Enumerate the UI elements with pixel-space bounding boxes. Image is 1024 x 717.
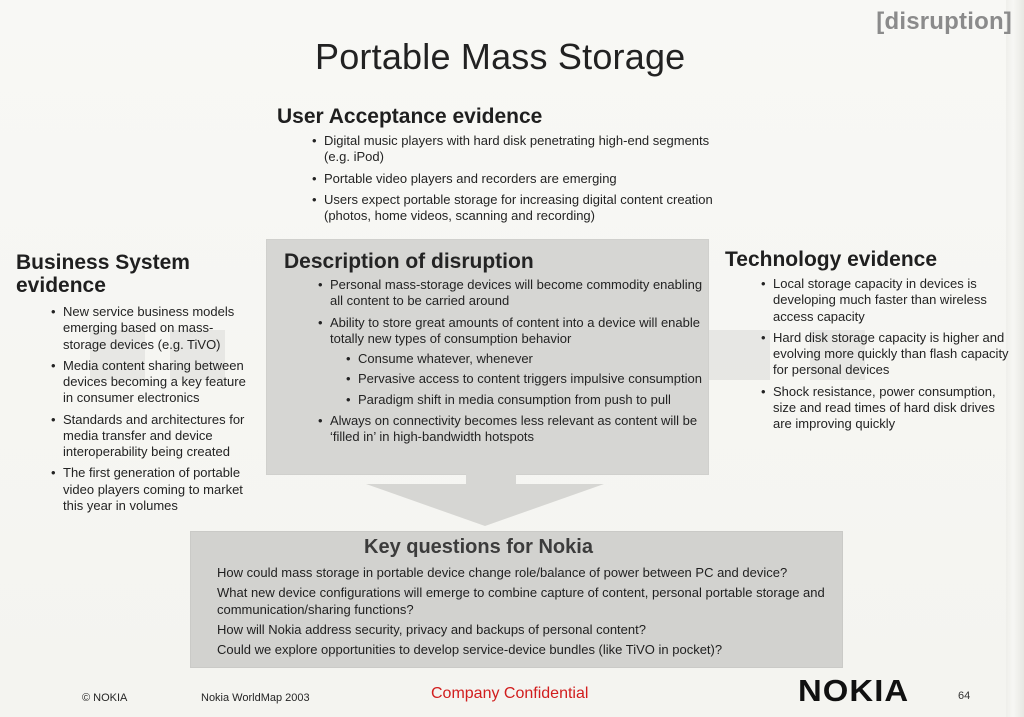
business-system-item: • New service business models emerging based on mass-storage devices (e.g. TiVO)	[63, 304, 255, 353]
description-sublist	[340, 351, 704, 408]
technology-list	[755, 276, 1010, 437]
user-acceptance-item: • Users expect portable storage for increasing digital content creation (photos, home videos, scanning and recording)	[324, 192, 726, 225]
business-system-title-line: evidence	[16, 274, 106, 298]
description-item-text: Ability to store great amounts of content into a device will enable totally new types of consumption behavior	[330, 314, 700, 346]
business-system-item: • Standards and architectures for media transfer and device interoperability being created	[63, 412, 255, 461]
technology-item: • Shock resistance, power consumption, size and read times of hard disk drives are improving quickly	[773, 384, 1010, 433]
key-question: What new device configurations will emerge to combine capture of content, personal portable storage and communication/sharing functions?	[217, 585, 825, 617]
technology-item: • Hard disk storage capacity is higher and evolving more quickly than flash capacity for personal devices	[773, 330, 1010, 379]
page-title: Portable Mass Storage	[315, 36, 686, 77]
user-acceptance-title: User Acceptance evidence	[277, 105, 543, 128]
key-question: Could we explore opportunities to develop service-device bundles (like TiVO in pocket)?	[217, 642, 723, 657]
key-question: How will Nokia address security, privacy and backups of personal content?	[217, 621, 646, 637]
technology-title: Technology evidence	[725, 248, 937, 271]
user-acceptance-item: • Digital music players with hard disk penetrating high-end segments (e.g. iPod)	[324, 133, 726, 166]
user-acceptance-list	[306, 133, 726, 229]
description-subitem: • Pervasive access to content triggers impulsive consumption	[358, 371, 704, 387]
description-subitem: • Paradigm shift in media consumption from push to pull	[358, 392, 704, 408]
business-system-title-line: Business System	[16, 251, 190, 274]
key-question: How could mass storage in portable device change role/balance of power between PC and device?	[217, 565, 788, 580]
downward-arrow-stem	[466, 470, 516, 484]
key-questions-title: Key questions for Nokia	[364, 536, 593, 558]
description-list	[312, 277, 704, 450]
description-item: • Always on connectivity becomes less relevant as content will be ‘filled in’ in high-bandwidth hotspots	[330, 413, 704, 446]
downward-arrow-head	[366, 484, 604, 526]
business-system-item: • The first generation of portable video players coming to market this year in volumes	[63, 465, 255, 514]
nokia-logo: NOKIA	[798, 673, 910, 708]
description-item: • Personal mass-storage devices will become commodity enabling all content to be carried around	[330, 277, 704, 310]
business-system-item: • Media content sharing between devices becoming a key feature in consumer electronics	[63, 358, 255, 407]
description-title: Description of disruption	[284, 250, 534, 273]
description-subitem: • Consume whatever, whenever	[358, 351, 704, 367]
technology-item: • Local storage capacity in devices is developing much faster than wireless access capacity	[773, 276, 1010, 325]
business-system-list	[45, 304, 255, 519]
description-item	[330, 315, 704, 408]
business-system-title	[16, 251, 236, 297]
footer-copyright: © NOKIA	[82, 692, 128, 704]
page-number: 64	[958, 690, 971, 702]
section-tag: [disruption]	[876, 8, 1012, 35]
key-questions-list	[217, 565, 827, 662]
footer-event: Nokia WorldMap 2003	[201, 692, 310, 704]
footer-confidential: Company Confidential	[431, 685, 589, 702]
user-acceptance-item: • Portable video players and recorders are emerging	[324, 171, 726, 187]
